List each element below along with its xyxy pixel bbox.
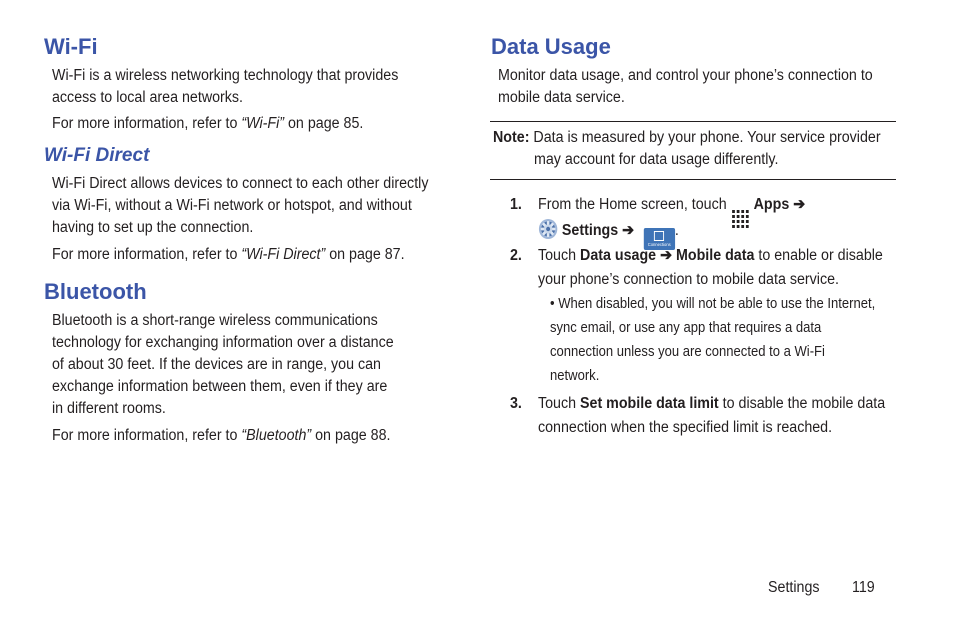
connections-tab-icon[interactable]: Connections	[644, 228, 675, 250]
mobile-data-label[interactable]: Mobile data	[675, 247, 755, 264]
bluetooth-body-line-5: in different rooms.	[52, 400, 166, 417]
footer-section-name: Settings	[768, 579, 820, 596]
wifi-direct-body-line-3: having to set up the connection.	[52, 219, 254, 236]
wifi-direct-body-line-2: via Wi-Fi, without a Wi-Fi network or hotspot, and without	[52, 197, 412, 214]
step-1-line-2: Settings ➔ Connections .	[538, 218, 679, 250]
settings-label[interactable]: Settings	[561, 222, 619, 239]
step-1-line-1: From the Home screen, touch Apps ➔	[538, 194, 805, 230]
note-label: Note:	[493, 129, 530, 146]
note-line-1: Note: Data is measured by your phone. Your service provider	[493, 129, 881, 146]
step-1-number: 1.	[510, 196, 522, 213]
step-2-bullet-line-3: connection unless you are connected to a Wi-Fi	[550, 344, 825, 360]
bluetooth-reference-link[interactable]: “Bluetooth”	[241, 427, 312, 444]
step-2-line-1: Touch Data usage ➔ Mobile data to enable or disable	[538, 247, 883, 264]
footer-page-number: 119	[852, 579, 875, 596]
step-3-line-2: connection when the specified limit is reached.	[538, 419, 833, 436]
wifi-direct-reference-link[interactable]: “Wi-Fi Direct”	[241, 246, 326, 263]
step-2-bullet-line-2: sync email, or use any app that requires a data	[550, 320, 822, 336]
wifi-heading: Wi-Fi	[44, 34, 98, 59]
settings-gear-icon	[538, 218, 558, 240]
bluetooth-body-line-4: exchange information between them, even if they are	[52, 378, 388, 395]
note-bottom-rule	[490, 179, 896, 180]
wifi-body-line-2: access to local area networks.	[52, 89, 244, 106]
data-usage-body-line-2: mobile data service.	[498, 89, 625, 106]
wifi-direct-reference: For more information, refer to “Wi-Fi Direct” on page 87.	[52, 246, 405, 263]
data-usage-label[interactable]: Data usage	[580, 247, 657, 264]
bluetooth-reference: For more information, refer to “Bluetooth” on page 88.	[52, 427, 391, 444]
wifi-direct-body-line-1: Wi-Fi Direct allows devices to connect to each other directly	[52, 175, 429, 192]
bluetooth-body-line-1: Bluetooth is a short-range wireless communications	[52, 312, 378, 329]
step-2-number: 2.	[510, 247, 522, 264]
wifi-reference: For more information, refer to “Wi-Fi” on page 85.	[52, 115, 364, 132]
wifi-reference-link[interactable]: “Wi-Fi”	[241, 115, 285, 132]
set-mobile-data-limit-label[interactable]: Set mobile data limit	[580, 395, 719, 412]
step-2-bullet-line-4: network.	[550, 368, 600, 384]
step-2-bullet-line-1: • When disabled, you will not be able to use the Internet,	[550, 296, 876, 312]
wifi-direct-heading: Wi-Fi Direct	[44, 145, 150, 166]
apps-label[interactable]: Apps	[753, 196, 790, 213]
wifi-body-line-1: Wi-Fi is a wireless networking technology that provides	[52, 67, 399, 84]
bluetooth-body-line-2: technology for exchanging information over a distance	[52, 334, 394, 351]
step-2-line-2: your phone’s connection to mobile data service.	[538, 271, 839, 288]
data-usage-heading: Data Usage	[491, 34, 611, 59]
step-3-number: 3.	[510, 395, 522, 412]
note-line-2: may account for data usage differently.	[534, 151, 779, 168]
data-usage-body-line-1: Monitor data usage, and control your phone’s connection to	[498, 67, 873, 84]
bluetooth-body-line-3: of about 30 feet. If the devices are in range, you can	[52, 356, 382, 373]
bluetooth-heading: Bluetooth	[44, 279, 147, 304]
note-top-rule	[490, 121, 896, 122]
apps-grid-icon	[732, 210, 750, 230]
step-3-line-1: Touch Set mobile data limit to disable the mobile data	[538, 395, 886, 412]
